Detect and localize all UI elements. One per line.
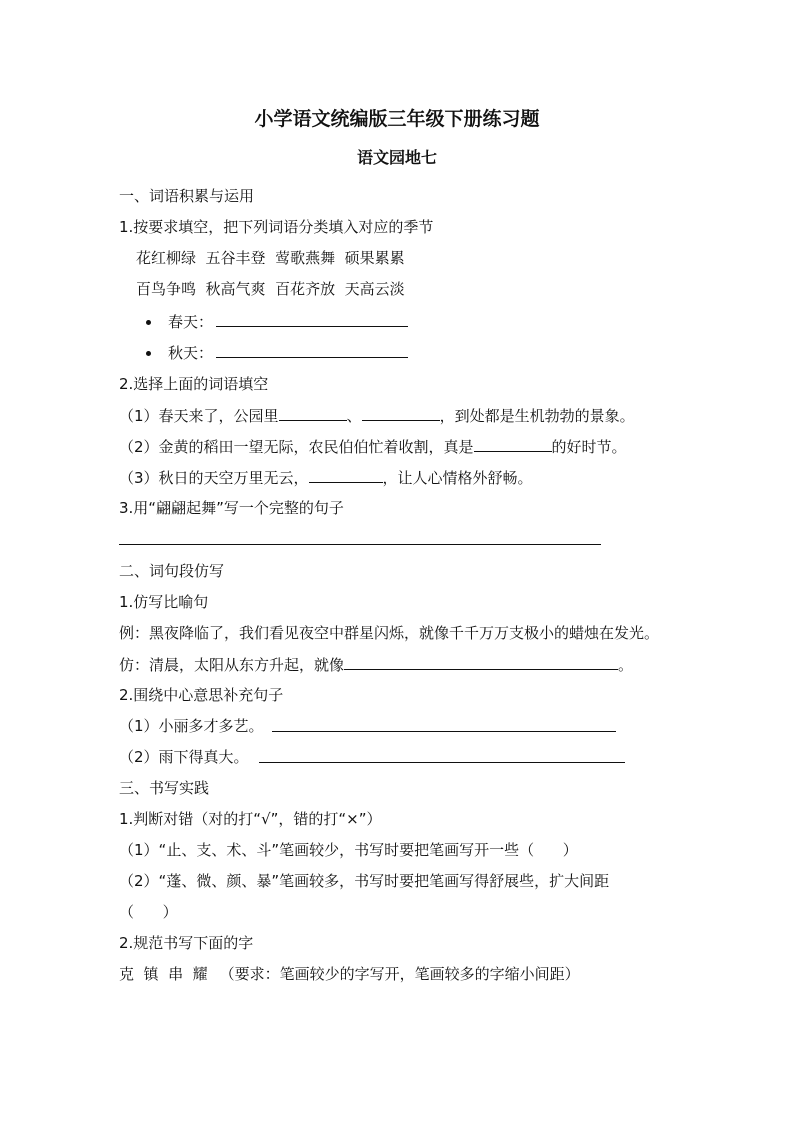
s1-q2-item1	[119, 404, 635, 427]
s3-q2-line	[119, 963, 580, 985]
autumn-answer-line[interactable]	[216, 357, 408, 358]
autumn-label: 秋天：	[168, 344, 214, 362]
s2-q2-item1-answer-line[interactable]	[272, 731, 616, 732]
bullet-icon	[146, 351, 151, 356]
s1-q2-item2-text-a: （2）金黄的稻田一望无际，农民伯伯忙着收割，真是	[119, 438, 474, 456]
page-title: 小学语文统编版三年级下册练习题	[254, 108, 540, 130]
s1-q1-words-row1: 花红柳绿 五谷丰登 莺歌燕舞 硕果累累	[136, 249, 405, 267]
section2-heading: 二、词句段仿写	[119, 562, 225, 580]
s1-q2-item1-blank2[interactable]	[362, 404, 440, 421]
s2-q1-imitate-text-b: 。	[618, 656, 634, 674]
s2-q1-prompt: 1.仿写比喻句	[119, 593, 209, 611]
s3-q1-item2-paren[interactable]: （ ）	[119, 903, 178, 921]
s3-q1-prompt: 1.判断对错（对的打“√”，错的打“×”）	[119, 810, 382, 828]
s2-q2-prompt: 2.围绕中心意思补充句子	[119, 686, 284, 704]
s1-q2-item2	[119, 435, 627, 458]
section1-heading: 一、词语积累与运用	[119, 187, 255, 205]
s3-q1-item2: （2）“蓬、微、颜、暴”笔画较多，书写时要把笔画写得舒展些，扩大间距	[119, 872, 610, 890]
s1-q2-item1-text-b: 、	[346, 407, 362, 425]
s1-q3-prompt: 3.用“翩翩起舞”写一个完整的句子	[119, 499, 344, 517]
s1-q2-item1-text-c: ，到处都是生机勃勃的景象。	[439, 407, 635, 425]
s1-q2-item1-text-a: （1）春天来了，公园里	[119, 407, 279, 425]
page-subtitle: 语文园地七	[356, 148, 437, 167]
bullet-icon	[146, 320, 151, 325]
s3-q1-item1: （1）“止、支、术、斗”笔画较少，书写时要把笔画写开一些（ ）	[119, 841, 578, 859]
s2-q1-imitate	[119, 653, 633, 676]
s2-q2-item2: （2）雨下得真大。	[119, 748, 249, 766]
s1-q2-item3-blank[interactable]	[309, 466, 383, 483]
s2-q1-example: 例：黑夜降临了，我们看见夜空中群星闪烁，就像千千万万支极小的蜡烛在发光。	[119, 624, 660, 642]
s3-q2-prompt: 2.规范书写下面的字	[119, 934, 254, 952]
s1-q2-prompt: 2.选择上面的词语填空	[119, 375, 269, 393]
s1-q1-words-row2: 百鸟争鸣 秋高气爽 百花齐放 天高云淡	[136, 280, 405, 298]
s1-q2-item3-text-a: （3）秋日的天空万里无云，	[119, 469, 309, 487]
s3-q2-chars: 克 镇 串 耀	[119, 965, 208, 983]
section3-heading: 三、书写实践	[119, 779, 210, 797]
s2-q2-item2-answer-line[interactable]	[259, 762, 625, 763]
s2-q1-imitate-text-a: 仿：清晨，太阳从东方升起，就像	[119, 656, 345, 674]
s1-q2-item2-blank[interactable]	[474, 435, 552, 452]
spring-label: 春天：	[168, 313, 214, 331]
s1-q1-prompt: 1.按要求填空，把下列词语分类填入对应的季节	[119, 218, 434, 236]
s1-q2-item1-blank1[interactable]	[279, 404, 347, 421]
s1-q2-item3	[119, 466, 533, 489]
s3-q2-requirement: （要求：笔画较少的字写开，笔画较多的字缩小间距）	[219, 965, 580, 983]
spring-answer-line[interactable]	[216, 326, 408, 327]
s2-q2-item1: （1）小丽多才多艺。	[119, 717, 264, 735]
s1-q2-item3-text-b: ，让人心情格外舒畅。	[382, 469, 533, 487]
s2-q1-imitate-blank[interactable]	[344, 653, 618, 670]
s1-q2-item2-text-b: 的好时节。	[551, 438, 627, 456]
s1-q3-answer-line[interactable]	[119, 544, 601, 545]
